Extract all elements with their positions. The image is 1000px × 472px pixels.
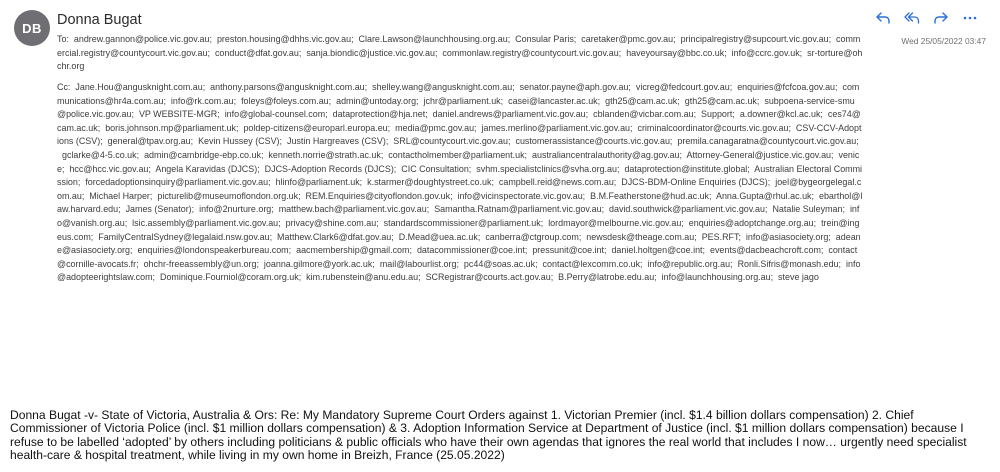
to-recipients xyxy=(57,33,863,74)
cc-recipient[interactable]: pressunit@coe.int; xyxy=(532,245,607,256)
cc-recipient[interactable]: k.starmer@doughtystreet.co.uk; xyxy=(367,177,494,188)
cc-recipient[interactable]: contact@lexcomm.co.uk; xyxy=(542,258,643,269)
cc-recipient[interactable]: Kevin Hussey (CSV); xyxy=(198,136,283,147)
cc-recipient[interactable]: admin@untoday.org; xyxy=(336,95,419,106)
more-icon xyxy=(962,10,978,26)
cc-recipient[interactable]: gth25@cam.ac.uk; xyxy=(684,95,760,106)
reply-all-button[interactable] xyxy=(901,8,922,28)
forward-icon xyxy=(933,10,949,26)
to-recipient[interactable]: sr-torture@ohchr.org xyxy=(57,47,863,72)
reply-button[interactable] xyxy=(872,8,893,28)
cc-recipient[interactable]: lsic.assembly@parliament.vic.gov.au; xyxy=(132,217,281,228)
cc-recipient[interactable]: joanna.gilmore@york.ac.uk; xyxy=(263,258,375,269)
cc-recipient[interactable]: Angela Karavidas (DJCS); xyxy=(155,163,260,174)
cc-recipient[interactable]: admin@cambridge-ebp.co.uk; xyxy=(144,149,264,160)
cc-recipient[interactable]: Ronli.Sifris@monash.edu; xyxy=(737,258,842,269)
cc-recipient[interactable]: Jane.Hou@angusknight.com.au; xyxy=(75,82,206,92)
cc-recipient[interactable]: B.Perry@latrobe.edu.au; xyxy=(558,272,657,283)
cc-recipient[interactable]: matthew.bach@parliament.vic.gov.au; xyxy=(278,204,430,215)
cc-recipient[interactable]: svhm.specialistclinics@svha.org.au; xyxy=(476,163,620,174)
cc-recipient[interactable]: campbell.reid@news.com.au; xyxy=(498,177,617,188)
cc-recipient[interactable]: VP WEBSITE-MGR; xyxy=(138,109,220,120)
cc-recipient[interactable]: info@vicinspectorate.vic.gov.au; xyxy=(457,190,586,201)
cc-recipient[interactable]: steve jago xyxy=(778,272,819,283)
cc-recipient[interactable]: Australian Electoral Commission; xyxy=(57,163,863,188)
cc-recipient[interactable]: info@launchhousing.org.au; xyxy=(661,272,774,283)
cc-recipient[interactable]: jchr@parliament.uk; xyxy=(423,95,504,106)
cc-recipient[interactable]: info@global-counsel.com; xyxy=(224,109,328,120)
cc-recipient[interactable]: communications@hr4a.com.au; xyxy=(57,82,860,106)
cc-recipient[interactable]: info@adopteerightslaw.com; xyxy=(57,258,861,283)
cc-recipient[interactable]: Dominique.Fourniol@coram.org.uk; xyxy=(159,272,302,283)
cc-recipient[interactable]: gclarke@4-5.co.uk; xyxy=(61,149,140,160)
cc-recipient[interactable]: Support; xyxy=(701,109,735,120)
cc-recipient[interactable]: daniel.andrews@parliament.vic.gov.au; xyxy=(432,109,589,120)
cc-recipient[interactable]: shelley.wang@angusknight.com.au; xyxy=(372,82,515,92)
cc-recipient[interactable]: Anna.Gupta@rhul.ac.uk; xyxy=(715,190,814,201)
cc-recipient[interactable]: a.downer@kcl.ac.uk; xyxy=(739,109,823,120)
cc-recipient[interactable]: dataprotection@institute.global; xyxy=(624,163,750,174)
cc-recipient[interactable]: ohchr-freeassembly@un.org; xyxy=(143,258,259,269)
cc-recipient[interactable]: info@2nurture.org; xyxy=(199,204,274,215)
cc-recipient[interactable]: canberra@ctgroup.com; xyxy=(485,231,582,242)
cc-recipient[interactable]: general@tpav.org.au; xyxy=(107,136,194,147)
cc-recipient[interactable]: contact@cornille-avocats.fr; xyxy=(57,245,858,269)
cc-recipient[interactable]: venice; xyxy=(57,149,860,174)
message-actions xyxy=(872,8,980,28)
to-recipient[interactable]: Consular Paris; xyxy=(515,34,577,44)
cc-recipient[interactable]: anthony.parsons@angusknight.com.au; xyxy=(210,82,368,92)
cc-recipient[interactable]: datacommissioner@coe.int; xyxy=(416,245,528,256)
to-recipient[interactable]: Clare.Lawson@launchhousing.org.au; xyxy=(358,34,511,44)
cc-recipient[interactable]: customerassistance@courts.vic.gov.au; xyxy=(515,136,673,147)
cc-recipient[interactable]: DJCS-BDM-Online Enquiries (DJCS); xyxy=(621,177,771,188)
to-recipient[interactable]: conduct@dfat.gov.au; xyxy=(214,47,302,58)
cc-recipient[interactable]: picturelib@museumoflondon.org.uk; xyxy=(157,190,301,201)
cc-recipient[interactable]: newsdesk@theage.com.au; xyxy=(586,231,697,242)
cc-recipient[interactable]: ebarthol@law.harvard.edu; xyxy=(57,190,863,215)
cc-recipient[interactable]: D.Mead@uea.ac.uk; xyxy=(398,231,481,242)
cc-recipient[interactable]: australiancentralauthority@ag.gov.au; xyxy=(532,149,683,160)
cc-recipient[interactable]: SCRegistrar@courts.act.gov.au; xyxy=(425,272,554,283)
to-recipient[interactable]: haveyoursay@bbc.co.uk; xyxy=(626,47,727,58)
cc-recipient[interactable]: casei@lancaster.ac.uk; xyxy=(508,95,601,106)
cc-recipient[interactable]: gth25@cam.ac.uk; xyxy=(605,95,680,106)
reply-all-icon xyxy=(904,10,920,26)
cc-recipient[interactable]: david.southwick@parliament.vic.gov.au; xyxy=(609,204,768,215)
cc-recipient[interactable]: kim.rubenstein@anu.edu.au; xyxy=(306,272,421,283)
cc-recipient[interactable]: privacy@shine.com.au; xyxy=(285,217,379,228)
cc-label: Cc: xyxy=(57,82,71,92)
forward-button[interactable] xyxy=(930,8,951,28)
cc-recipient[interactable]: cblanden@vicbar.com.au; xyxy=(593,109,697,120)
cc-recipient[interactable]: events@dacbeachcroft.com; xyxy=(709,245,824,256)
cc-recipient[interactable]: forcedadoptionsinquiry@parliament.vic.gov.au; xyxy=(85,177,271,188)
cc-recipient[interactable]: daniel.holtgen@coe.int; xyxy=(611,245,706,256)
cc-recipient[interactable]: mail@labourlist.org; xyxy=(379,258,459,269)
cc-recipient[interactable]: kenneth.norrie@strath.ac.uk; xyxy=(268,149,384,160)
to-recipient[interactable]: info@ccrc.gov.uk; xyxy=(731,47,803,58)
cc-recipients xyxy=(57,81,863,285)
cc-recipient[interactable]: Attorney-General@justice.vic.gov.au; xyxy=(686,149,834,160)
cc-recipient[interactable]: info@rk.com.au; xyxy=(170,95,237,106)
cc-recipient[interactable]: enquiries@fcfcoa.gov.au; xyxy=(737,82,838,92)
to-recipient[interactable]: andrew.gannon@police.vic.gov.au; xyxy=(73,34,212,44)
cc-recipient[interactable]: James (Senator); xyxy=(125,204,195,215)
cc-recipient[interactable]: ces74@cam.ac.uk; xyxy=(57,109,861,133)
cc-recipient[interactable]: james.merlino@parliament.vic.gov.au; xyxy=(481,122,633,133)
cc-recipient[interactable]: enquiries@adoptchange.org.au; xyxy=(688,217,817,228)
sender-name[interactable]: Donna Bugat xyxy=(57,12,142,28)
avatar: DB xyxy=(14,10,50,46)
cc-recipient[interactable]: vicreg@fedcourt.gov.au; xyxy=(635,82,733,92)
more-button[interactable] xyxy=(959,8,980,28)
cc-recipient[interactable]: senator.payne@aph.gov.au; xyxy=(519,82,631,92)
cc-recipient[interactable]: joel@bygeorgelegal.com.au; xyxy=(57,177,862,201)
cc-recipient[interactable]: pc44@soas.ac.uk; xyxy=(463,258,538,269)
cc-recipient[interactable]: info@vanish.org.au; xyxy=(57,204,860,228)
cc-recipient[interactable]: trein@ingeus.com; xyxy=(57,217,860,242)
cc-recipient[interactable]: info@republic.org.au; xyxy=(647,258,733,269)
to-recipient[interactable]: sanja.biondic@justice.vic.gov.au; xyxy=(306,47,438,58)
cc-recipient[interactable]: REM.Enquiries@cityoflondon.gov.uk; xyxy=(305,190,453,201)
cc-recipient[interactable]: info@asiasociety.org; xyxy=(745,231,831,242)
cc-recipient[interactable]: hcc@hcc.vic.gov.au; xyxy=(69,163,151,174)
cc-recipient[interactable]: aacmembership@gmail.com; xyxy=(296,245,412,256)
cc-recipient[interactable]: Matthew.Clark6@dfat.gov.au; xyxy=(277,231,394,242)
to-recipient[interactable]: preston.housing@dhhs.vic.gov.au; xyxy=(216,34,354,44)
cc-recipient[interactable]: hlinfo@parliament.uk; xyxy=(275,177,363,188)
cc-recipient[interactable]: subpoena-service-smu@police.vic.gov.au; xyxy=(57,95,855,120)
cc-recipient[interactable]: dataprotection@hja.net; xyxy=(332,109,428,120)
to-recipient[interactable]: commercial.registry@countycourt.vic.gov.au; xyxy=(57,34,861,58)
cc-recipient[interactable]: standardscommissioner@parliament.uk; xyxy=(383,217,544,228)
cc-recipient[interactable]: Samantha.Ratnam@parliament.vic.gov.au; xyxy=(434,204,605,215)
reply-icon xyxy=(875,10,891,26)
cc-recipient[interactable]: lordmayor@melbourne.vic.gov.au; xyxy=(548,217,684,228)
cc-recipient[interactable]: Michael Harper; xyxy=(89,190,153,201)
cc-recipient[interactable]: B.M.Featherstone@hud.ac.uk; xyxy=(590,190,712,201)
to-recipient[interactable]: caretaker@pmc.gov.au; xyxy=(581,34,676,44)
to-label: To: xyxy=(57,34,69,44)
to-recipient[interactable]: principalregistry@supcourt.vic.gov.au; xyxy=(680,34,832,44)
cc-recipient[interactable]: FamilyCentralSydney@legalaid.nsw.gov.au; xyxy=(98,231,273,242)
cc-recipient[interactable]: contactholmember@parliament.uk; xyxy=(388,149,528,160)
cc-recipient[interactable]: Justin Hargreaves (CSV); xyxy=(286,136,389,147)
message-date: Wed 25/05/2022 03:47 xyxy=(901,36,986,46)
cc-recipient[interactable]: CSV-CCV-Adoptions (CSV); xyxy=(57,122,862,147)
cc-recipient[interactable]: boris.johnson.mp@parliament.uk; xyxy=(105,122,239,133)
cc-recipient[interactable]: enquiries@londonspeakerbureau.com; xyxy=(137,245,292,256)
cc-recipient[interactable]: criminalcoordinator@courts.vic.gov.au; xyxy=(637,122,791,133)
to-recipient[interactable]: commonlaw.registry@countycourt.vic.gov.au; xyxy=(442,47,622,58)
cc-recipient[interactable]: PES.RFT; xyxy=(701,231,741,242)
message-subject: Donna Bugat -v- State of Victoria, Australia & Ors: Re: My Mandatory Supreme Court Orders against 1. Victorian Premier (incl. $1.4 billion dollars compensation) 2. Chief Commissioner of Victoria Police (incl. $1 million dollars compensation) & 3. Adoption Information Service at Department of Justice (incl. $1 million dollars compensation) because I refuse to be labelled ‘adopted’ by others including politicians & public officials who have their own agendas that ignores the real world that includes I now… urgently need specialist health-care & hospital treatment, while living in my own home in Breizh, France (25.05.2022) xyxy=(10,408,967,463)
cc-recipient[interactable]: SRL@countycourt.vic.gov.au; xyxy=(393,136,511,147)
cc-recipient[interactable]: DJCS-Adoption Records (DJCS); xyxy=(264,163,397,174)
cc-recipient[interactable]: poldep-citizens@europarl.europa.eu; xyxy=(243,122,391,133)
cc-recipient[interactable]: foleys@foleys.com.au; xyxy=(241,95,332,106)
cc-recipient[interactable]: adeane@asiasociety.org; xyxy=(57,231,861,256)
cc-recipient[interactable]: premila.canagaratna@countycourt.vic.gov.au; xyxy=(677,136,859,147)
cc-recipient[interactable]: CIC Consultation; xyxy=(401,163,472,174)
cc-recipient[interactable]: Natalie Suleyman; xyxy=(772,204,845,215)
cc-recipient[interactable]: media@pmc.gov.au; xyxy=(395,122,477,133)
